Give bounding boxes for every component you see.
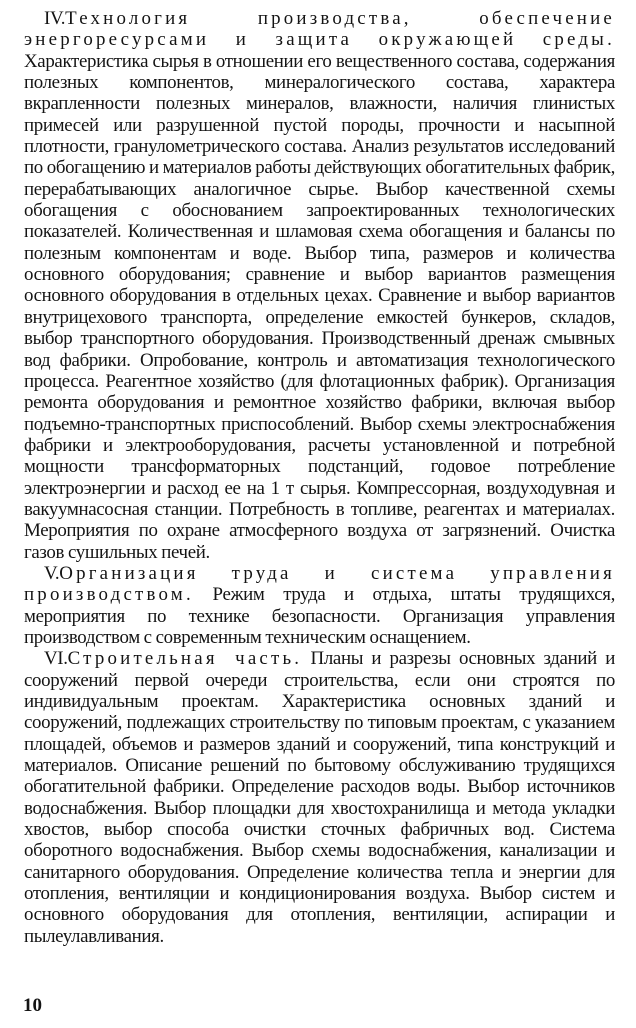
section-vi-number: VI.: [44, 648, 68, 670]
section-iv-body: Характеристика сырья в отношении его вещественного состава, содержания полезных компонентов, минералогического состава, характера вкрапленности полезных минералов, влажности, наличия глинистых примесей или разрушенной пустой породы, прочности и насыпной плотности, гранулометрического состава. Анализ результатов исследований по обогащению и материалов работы действующих обогатительных фабрик, перерабатывающих аналогичное сырье. Выбор качественной схемы обогащения с обоснованием запроектированных технологических показателей. Количественная и шламовая схема обогащения и балансы по полезным компонентам и воде. Выбор типа, размеров и количества основного оборудования; сравнение и выбор вариантов размещения основного оборудования в отдельных цехах. Сравнение и выбор вариантов внутрицехового транспорта, определение емкостей бункеров, складов, выбор транспортного оборудования. Производственный дренаж смывных вод фабрики. Опробование, контроль и автоматизация технологического процесса. Реагентное хозяйство (для флотационных фабрик). Организация ремонта оборудования и ремонтное хозяйство фабрики, включая выбор подъемно-транспортных приспособлений. Выбор схемы электроснабжения фабрики и электрооборудования, расчеты установленной и потребной мощности трансформаторных подстанций, годовое потребление электроэнергии и расход ее на 1 т сырья. Компрессорная, воздуходувная и вакуумнасосная станции. Потребность в топливе, реагентах и материалах. Мероприятия по охране атмосферного воздуха от загрязнений. Очистка газов сушильных печей.: [24, 50, 615, 563]
section-iv-number: IV.: [44, 8, 66, 29]
section-vi-body: Планы и разрезы основных зданий и сооружений первой очереди строительства, если они строятся по индивидуальным проектам. Характеристика основных зданий и сооружений, подлежащих строительству по типовым проектам, с указанием площадей, объемов и размеров зданий и сооружений, типа конструкций и материалов. Описание решений по бытовому обслуживанию трудящихся обогатительной фабрики. Определение расходов воды. Выбор источников водоснабжения. Выбор площадки для хвостохранилища и метода укладки хвостов, выбор способа очистки сточных фабричных вод. Система оборотного водоснабжения. Выбор схемы водоснабжения, канализации и санитарного оборудования. Определение количества тепла и энергии для отопления, вентиляции и кондиционирования воздуха. Выбор систем и основного оборудования для отопления, вентиляции, аспирации и пылеулавливания.: [24, 648, 615, 947]
section-vi-heading: Строительная часть.: [67, 648, 303, 670]
section-v-number: V.: [44, 562, 60, 584]
section-v: [24, 563, 615, 648]
section-iv: [24, 8, 615, 563]
page-number: 10: [23, 995, 42, 1016]
main-text: [24, 8, 615, 947]
section-iv-heading: Технология производства, обеспечение энергоресурсами и защита окружающей среды.: [24, 8, 615, 51]
section-v-heading: Организация труда и система управления производством.: [24, 562, 615, 606]
section-vi: [24, 648, 615, 947]
section-v-body: Режим труда и отдыха, штаты трудящихся, мероприятия по технике безопасности. Организация управления производством с современным техническим оснащением.: [24, 584, 615, 648]
